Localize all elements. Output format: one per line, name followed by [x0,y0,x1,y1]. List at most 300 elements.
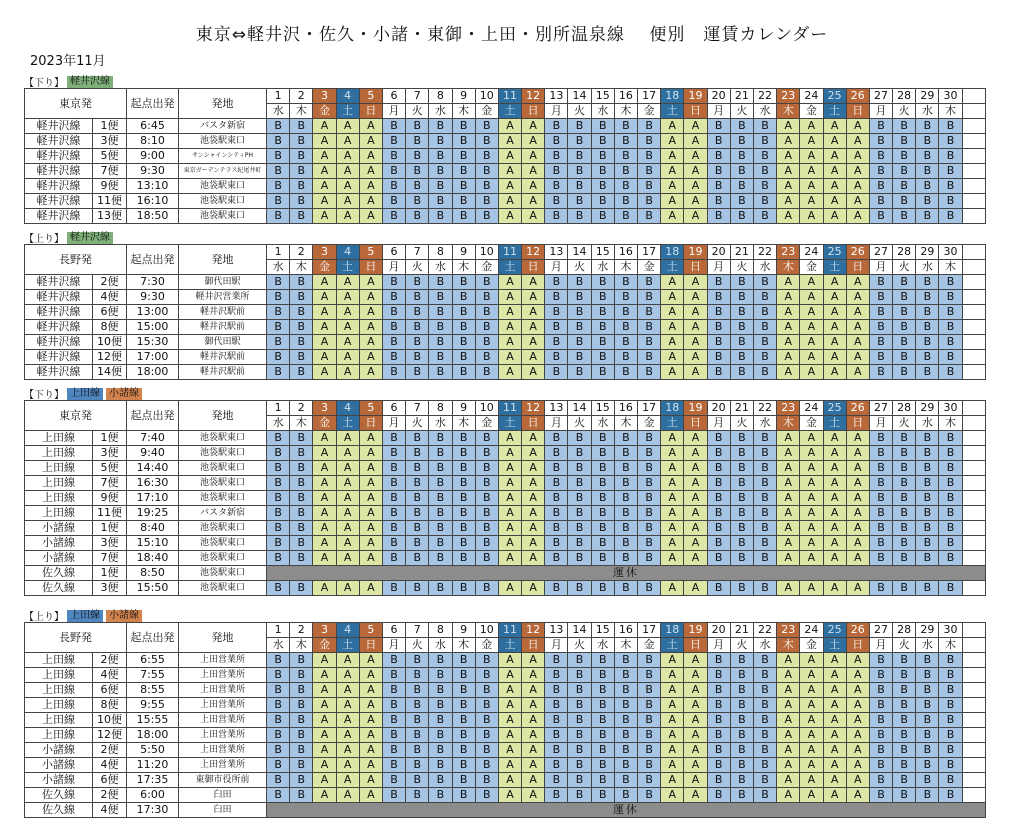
day-number: 7 [406,245,429,260]
fare-cell: A [846,551,869,566]
weekday-cell: 日 [846,260,869,275]
fare-cell: B [707,698,730,713]
service-suspended: 運休 [267,803,986,818]
fare-cell: B [893,506,916,521]
fare-cell: B [475,698,498,713]
fare-cell: B [916,728,939,743]
fare-cell: B [406,653,429,668]
fare-cell: A [684,758,707,773]
table-row [25,119,986,134]
spare-cell [962,713,985,728]
fare-cell: B [707,521,730,536]
fare-cell: A [359,581,382,596]
weekday-cell: 土 [336,260,359,275]
spare-cell [962,743,985,758]
fare-cell: B [452,164,475,179]
fare-cell: B [475,683,498,698]
fare-cell: B [707,119,730,134]
fare-cell: B [614,743,637,758]
departure-time: 6:00 [127,788,179,803]
fare-cell: B [545,350,568,365]
fare-cell: A [823,446,846,461]
day-number: 22 [753,623,776,638]
weekday-cell: 日 [846,416,869,431]
fare-cell: B [707,446,730,461]
fare-cell: B [753,461,776,476]
fare-cell: A [313,653,336,668]
fare-cell: A [313,149,336,164]
fare-cell: B [452,551,475,566]
weekday-cell: 金 [475,260,498,275]
fare-cell: A [498,350,521,365]
day-number: 1 [267,89,290,104]
departure-header: 起点出発 [127,401,179,431]
day-number: 15 [591,245,614,260]
fare-cell: B [707,179,730,194]
fare-cell: A [498,194,521,209]
fare-cell: A [823,179,846,194]
fare-cell: B [568,320,591,335]
fare-cell: B [545,179,568,194]
fare-cell: B [869,476,892,491]
spare-cell [962,521,985,536]
fare-cell: B [568,788,591,803]
fare-cell: B [893,728,916,743]
fare-cell: B [638,209,661,224]
fare-cell: A [846,134,869,149]
departure-time: 19:25 [127,506,179,521]
bin-number: 1便 [93,566,127,581]
fare-cell: B [916,335,939,350]
weekday-cell: 水 [753,416,776,431]
fare-cell: B [707,536,730,551]
fare-cell: B [869,446,892,461]
fare-cell: B [452,119,475,134]
departure-place: 池袋駅東口 [179,461,267,476]
fare-cell: B [939,365,962,380]
fare-cell: B [429,653,452,668]
fare-cell: A [313,194,336,209]
fare-cell: B [707,581,730,596]
fare-cell: A [684,536,707,551]
day-number: 5 [359,401,382,416]
fare-cell: B [267,305,290,320]
fare-cell: B [290,365,313,380]
day-number: 23 [777,623,800,638]
table-row [25,773,986,788]
fare-cell: B [753,713,776,728]
fare-cell: B [429,521,452,536]
fare-cell: B [591,683,614,698]
fare-cell: B [290,668,313,683]
fare-cell: B [267,773,290,788]
fare-cell: A [684,476,707,491]
weekday-cell: 月 [545,416,568,431]
fare-cell: B [452,713,475,728]
weekday-cell: 金 [313,260,336,275]
fare-cell: B [893,320,916,335]
day-number: 30 [939,89,962,104]
day-number: 21 [730,245,753,260]
fare-cell: A [359,209,382,224]
fare-cell: A [313,164,336,179]
fare-cell: A [336,119,359,134]
fare-cell: B [290,521,313,536]
fare-cell: A [498,683,521,698]
fare-cell: B [475,743,498,758]
fare-cell: A [336,506,359,521]
fare-cell: B [730,461,753,476]
fare-cell: B [475,179,498,194]
departure-time: 8:55 [127,683,179,698]
fare-cell: B [638,506,661,521]
fare-cell: A [684,275,707,290]
fare-cell: A [498,491,521,506]
departure-place: 上田営業所 [179,698,267,713]
fare-cell: B [893,653,916,668]
weekday-cell: 水 [916,416,939,431]
weekday-cell: 金 [475,638,498,653]
fare-cell: A [336,683,359,698]
fare-cell: A [313,179,336,194]
fare-cell: B [869,335,892,350]
fare-cell: A [800,758,823,773]
fare-cell: B [290,164,313,179]
weekday-cell: 日 [359,638,382,653]
fare-cell: A [684,365,707,380]
day-number: 24 [800,401,823,416]
fare-cell: A [777,194,800,209]
fare-cell: B [614,275,637,290]
fare-cell: B [753,119,776,134]
spare-cell [962,245,985,260]
spare-cell [962,491,985,506]
fare-cell: A [684,149,707,164]
day-number: 8 [429,623,452,638]
day-number: 6 [382,89,405,104]
fare-cell: B [939,431,962,446]
departure-time: 7:55 [127,668,179,683]
fare-cell: A [777,653,800,668]
weekday-cell: 火 [406,104,429,119]
fare-cell: B [429,350,452,365]
fare-cell: B [406,179,429,194]
fare-cell: A [522,728,545,743]
day-number: 4 [336,89,359,104]
fare-cell: B [591,134,614,149]
fare-cell: B [591,728,614,743]
fare-cell: A [336,335,359,350]
departure-place: 池袋駅東口 [179,179,267,194]
fare-cell: A [777,446,800,461]
weekday-cell: 火 [730,638,753,653]
fare-cell: B [267,320,290,335]
fare-cell: B [869,698,892,713]
fare-cell: B [730,431,753,446]
departure-place: 御代田駅 [179,275,267,290]
fare-cell: B [730,713,753,728]
fare-cell: B [475,788,498,803]
weekday-cell: 水 [429,260,452,275]
fare-cell: B [916,653,939,668]
fare-cell: B [939,668,962,683]
weekday-cell: 木 [452,260,475,275]
fare-cell: A [359,179,382,194]
fare-cell: B [406,134,429,149]
fare-cell: B [568,758,591,773]
fare-cell: B [290,320,313,335]
day-number: 13 [545,623,568,638]
fare-cell: A [359,773,382,788]
fare-cell: B [382,551,405,566]
fare-cell: B [452,521,475,536]
weekday-cell: 土 [336,104,359,119]
fare-cell: B [452,320,475,335]
fare-cell: A [498,521,521,536]
fare-cell: B [893,431,916,446]
table-row [25,335,986,350]
fare-cell: B [939,320,962,335]
fare-cell: B [545,290,568,305]
fare-cell: B [707,209,730,224]
fare-cell: B [707,290,730,305]
fare-cell: B [429,446,452,461]
bin-number: 7便 [93,476,127,491]
fare-cell: B [545,335,568,350]
weekday-cell: 水 [753,638,776,653]
fare-cell: B [545,521,568,536]
fare-cell: A [498,275,521,290]
route-name: 上田線 [25,431,93,446]
table-row [25,179,986,194]
departure-place: 東御市役所前 [179,773,267,788]
fare-cell: B [869,743,892,758]
fare-cell: A [336,698,359,713]
fare-cell: A [823,209,846,224]
fare-cell: A [777,698,800,713]
weekday-cell: 土 [498,638,521,653]
route-name: 小諸線 [25,521,93,536]
fare-cell: B [267,788,290,803]
table-row [25,491,986,506]
table-row [25,521,986,536]
table-row [25,275,986,290]
fare-cell: B [267,275,290,290]
fare-cell: B [568,134,591,149]
fare-cell: B [545,788,568,803]
route-name: 軽井沢線 [25,179,93,194]
fare-cell: B [591,758,614,773]
fare-cell: A [800,134,823,149]
departure-time: 15:50 [127,581,179,596]
fare-cell: B [568,149,591,164]
fare-cell: B [406,668,429,683]
fare-cell: B [638,164,661,179]
fare-cell: B [753,365,776,380]
fare-cell: A [777,275,800,290]
route-name: 軽井沢線 [25,149,93,164]
fare-cell: A [800,683,823,698]
fare-cell: A [661,164,684,179]
fare-cell: B [939,476,962,491]
fare-cell: A [498,668,521,683]
departure-place: 御代田駅 [179,335,267,350]
fare-cell: B [475,728,498,743]
fare-cell: A [522,461,545,476]
fare-cell: B [429,743,452,758]
fare-cell: B [869,365,892,380]
departure-time: 11:20 [127,758,179,773]
fare-cell: B [568,743,591,758]
fare-cell: B [638,668,661,683]
route-name: 上田線 [25,506,93,521]
fare-cell: B [267,491,290,506]
day-number: 28 [893,89,916,104]
fare-cell: A [846,209,869,224]
fare-cell: A [823,290,846,305]
fare-cell: A [800,773,823,788]
fare-cell: B [290,290,313,305]
fare-cell: B [591,476,614,491]
fare-cell: A [846,461,869,476]
fare-cell: B [916,773,939,788]
fare-cell: B [869,536,892,551]
fare-cell: B [939,728,962,743]
day-number: 9 [452,623,475,638]
fare-cell: B [290,713,313,728]
fare-cell: A [359,275,382,290]
spare-cell [962,335,985,350]
fare-cell: B [591,446,614,461]
fare-cell: B [730,149,753,164]
fare-cell: A [800,743,823,758]
fare-cell: A [498,698,521,713]
fare-cell: A [661,179,684,194]
fare-cell: B [568,506,591,521]
fare-cell: A [313,536,336,551]
fare-cell: B [452,788,475,803]
fare-cell: B [382,683,405,698]
weekday-cell: 木 [614,260,637,275]
bin-number: 12便 [93,728,127,743]
fare-cell: A [336,194,359,209]
departure-time: 16:10 [127,194,179,209]
weekday-cell: 火 [730,104,753,119]
bin-number: 6便 [93,683,127,698]
route-name: 軽井沢線 [25,320,93,335]
fare-cell: A [313,506,336,521]
fare-cell: B [614,209,637,224]
fare-cell: A [823,119,846,134]
fare-cell: B [545,758,568,773]
fare-cell: B [475,668,498,683]
fare-cell: B [753,179,776,194]
fare-cell: A [313,461,336,476]
fare-cell: B [730,653,753,668]
fare-cell: B [429,551,452,566]
weekday-cell: 木 [452,416,475,431]
fare-cell: B [638,446,661,461]
day-number: 23 [777,245,800,260]
fare-cell: B [707,713,730,728]
fare-cell: B [893,119,916,134]
day-number: 1 [267,401,290,416]
fare-cell: B [730,683,753,698]
fare-cell: A [777,506,800,521]
fare-cell: B [406,506,429,521]
weekday-cell: 月 [382,638,405,653]
section-header [24,74,113,89]
fare-cell: B [730,773,753,788]
weekday-cell: 月 [869,416,892,431]
fare-cell: B [893,758,916,773]
fare-cell: A [313,320,336,335]
fare-cell: B [707,350,730,365]
fare-cell: B [869,209,892,224]
fare-cell: A [522,653,545,668]
fare-cell: B [753,581,776,596]
fare-cell: B [452,134,475,149]
fare-cell: A [359,290,382,305]
fare-cell: B [545,134,568,149]
route-name: 軽井沢線 [25,209,93,224]
fare-cell: A [661,521,684,536]
fare-cell: B [290,446,313,461]
table-row [25,698,986,713]
route-name: 小諸線 [25,758,93,773]
fare-cell: B [730,335,753,350]
weekday-cell: 金 [638,416,661,431]
bin-number: 5便 [93,461,127,476]
fare-cell: A [359,728,382,743]
fare-cell: B [267,713,290,728]
spare-cell [962,260,985,275]
table-row [25,713,986,728]
fare-cell: B [475,290,498,305]
fare-cell: A [684,491,707,506]
day-number: 22 [753,245,776,260]
fare-cell: B [267,536,290,551]
weekday-cell: 水 [591,416,614,431]
fare-cell: B [707,551,730,566]
spare-cell [962,305,985,320]
weekday-cell: 水 [591,260,614,275]
fare-cell: A [823,194,846,209]
departure-place: 池袋駅東口 [179,194,267,209]
month-label: 2023年11月 [30,54,106,69]
fare-cell: B [916,758,939,773]
departure-place: 池袋駅東口 [179,446,267,461]
fare-cell: B [267,653,290,668]
day-number: 17 [638,401,661,416]
day-number: 5 [359,623,382,638]
fare-cell: A [336,350,359,365]
fare-cell: A [800,668,823,683]
day-number: 9 [452,401,475,416]
fare-cell: B [638,581,661,596]
weekday-cell: 火 [730,260,753,275]
fare-cell: B [406,275,429,290]
fare-cell: B [591,365,614,380]
departure-time: 9:00 [127,149,179,164]
fare-cell: A [661,350,684,365]
fare-cell: A [777,365,800,380]
fare-cell: B [730,164,753,179]
fare-cell: A [522,209,545,224]
fare-cell: A [684,164,707,179]
table-row [25,164,986,179]
fare-cell: B [916,350,939,365]
